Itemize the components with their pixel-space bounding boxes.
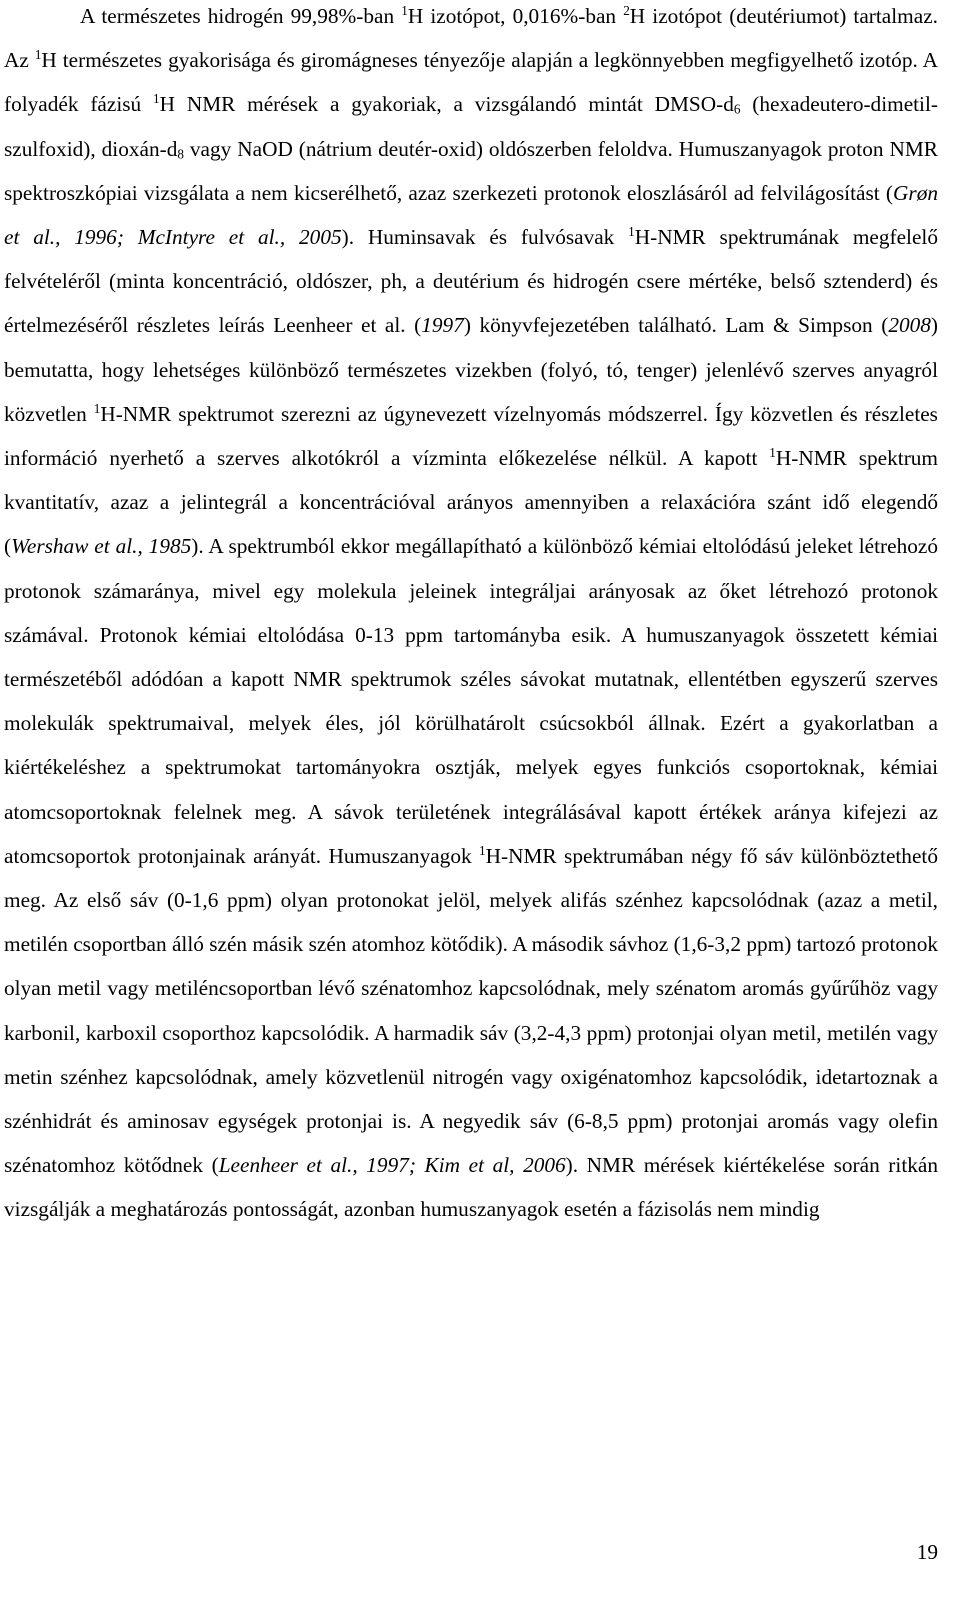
subscript: 6 [733,102,741,118]
text-run: ). NMR mérések kiértékelése során ritkán vizsgálják a meghatározás pontosságát, azonban humuszanyagok esetén a fázisolás nem mindig [4,1153,938,1222]
text-run: H NMR mérések a gyakoriak, a vizsgálandó mintát DMSO-d [159,92,734,117]
superscript: 1 [153,91,160,107]
citation: 2008 [888,313,931,338]
superscript: 1 [769,444,776,460]
text-run: vagy NaOD (nátrium deutér-oxid) oldószerben feloldva. Humuszanyagok proton NMR spektroszkópiai vizsgálata a nem kicserélhető, azaz szerkezeti protonok eloszlásáról ad felvilágosítást ( [4,136,938,205]
superscript: 1 [401,2,408,18]
text-run: H izotópot, 0,016%-ban [407,4,624,28]
superscript: 1 [479,842,486,858]
text-run: H-NMR spektrumának megfelelő felvételéről (minta koncentráció, oldószer, ph, a deutérium és hidrogén csere mértéke, belső sztenderd) és értelmezéséről részletes leírás Leenheer et al. ( [4,225,938,338]
text-run: H-NMR spektrumában négy fő sáv különböztethető meg. Az első sáv (0-1,6 ppm) olyan protonokat jelöl, melyek alifás szénhez kapcsolódnak (azaz a metil, metilén csoportban álló szén másik szén atomhoz kötődik). A második sávhoz (1,6-3,2 ppm) tartozó protonok olyan metil vagy metiléncsoportban lévő szénatomhoz kapcsolódnak, mely szénatom aromás gyűrűhöz vagy karbonil, karboxil csoporthoz kapcsolódik. A harmadik sáv (3,2-4,3 ppm) protonjai olyan metil, metilén vagy metin szénhez kapcsolódnak, amely közvetlenül nitrogén vagy oxigénatomhoz kapcsolódik, idetartoznak a szénhidrát és aminosav egységek protonjai is. A negyedik sáv (6-8,5 ppm) protonjai aromás vagy olefin szénatomhoz kötődnek ( [4,843,938,1178]
text-run: ). A spektrumból ekkor megállapítható a különböző kémiai eltolódású jeleket létrehozó protonok számaránya, mivel egy molekula jeleinek integráljai arányosak az őket létrehozó protonok számával. Protonok kémiai eltolódása 0-13 ppm tartományba esik. A humuszanyagok összetett kémiai természetéből adódóan a kapott NMR spektrumok széles sávokat mutatnak, ellentétben egyszerű szerves molekulák spektrumaival, melyek éles, jól körülhatárolt csúcsokból állnak. Ezért a gyakorlatban a kiértékeléshez a spektrumokat tartományokra osztják, melyek egyes funkciós csoportoknak, kémiai atomcsoportoknak felelnek meg. A sávok területének integrálásával kapott értékek aránya kifejezi az atomcsoportok protonjainak arányát. Humuszanyagok [4,534,938,868]
text-run: (hexadeutero-dimetil-szulfoxid), dioxán-d [4,92,938,161]
text-run: H-NMR spektrum kvantitatív, azaz a jelintegrál a koncentrációval arányos amennyiben a relaxációra szánt idő elegendő ( [4,446,938,559]
text-run: ). Huminsavak és fulvósavak [341,225,629,250]
superscript: 1 [93,400,101,416]
text-run: H izotópot (deutériumot) tartalmaz. Az [4,4,938,73]
superscript: 1 [628,223,635,239]
subscript: 8 [177,146,184,162]
page-number: 19 [916,1540,938,1564]
superscript: 2 [623,2,630,18]
body-paragraph [4,0,938,1232]
citation: Grøn et al., 1996; McIntyre et al., 2005 [4,180,938,250]
text-run: A természetes hidrogén 99,98%-ban [80,4,402,28]
text-run: H természetes gyakorisága és giromágneses tényezője alapján a legkönnyebben megfigyelhető izotóp. A folyadék fázisú [4,48,938,117]
text-run: ) könyvfejezetében található. Lam & Simpson ( [463,313,889,338]
citation: Wershaw et al., 1985 [11,534,192,559]
citation: 1997 [421,313,464,338]
text-run: ) bemutatta, hogy lehetséges különböző természetes vizekben (folyó, tó, tenger) jelenlévő szerves anyagról közvetlen [4,313,938,426]
citation: Leenheer et al., 1997; Kim et al, 2006 [218,1153,566,1178]
text-run: H-NMR spektrumot szerezni az úgynevezett vízelnyomás módszerrel. Így közvetlen és részletes információ nyerhető a szerves alkotókról a vízminta előkezelése nélkül. A kapott [4,401,938,471]
superscript: 1 [34,47,42,63]
